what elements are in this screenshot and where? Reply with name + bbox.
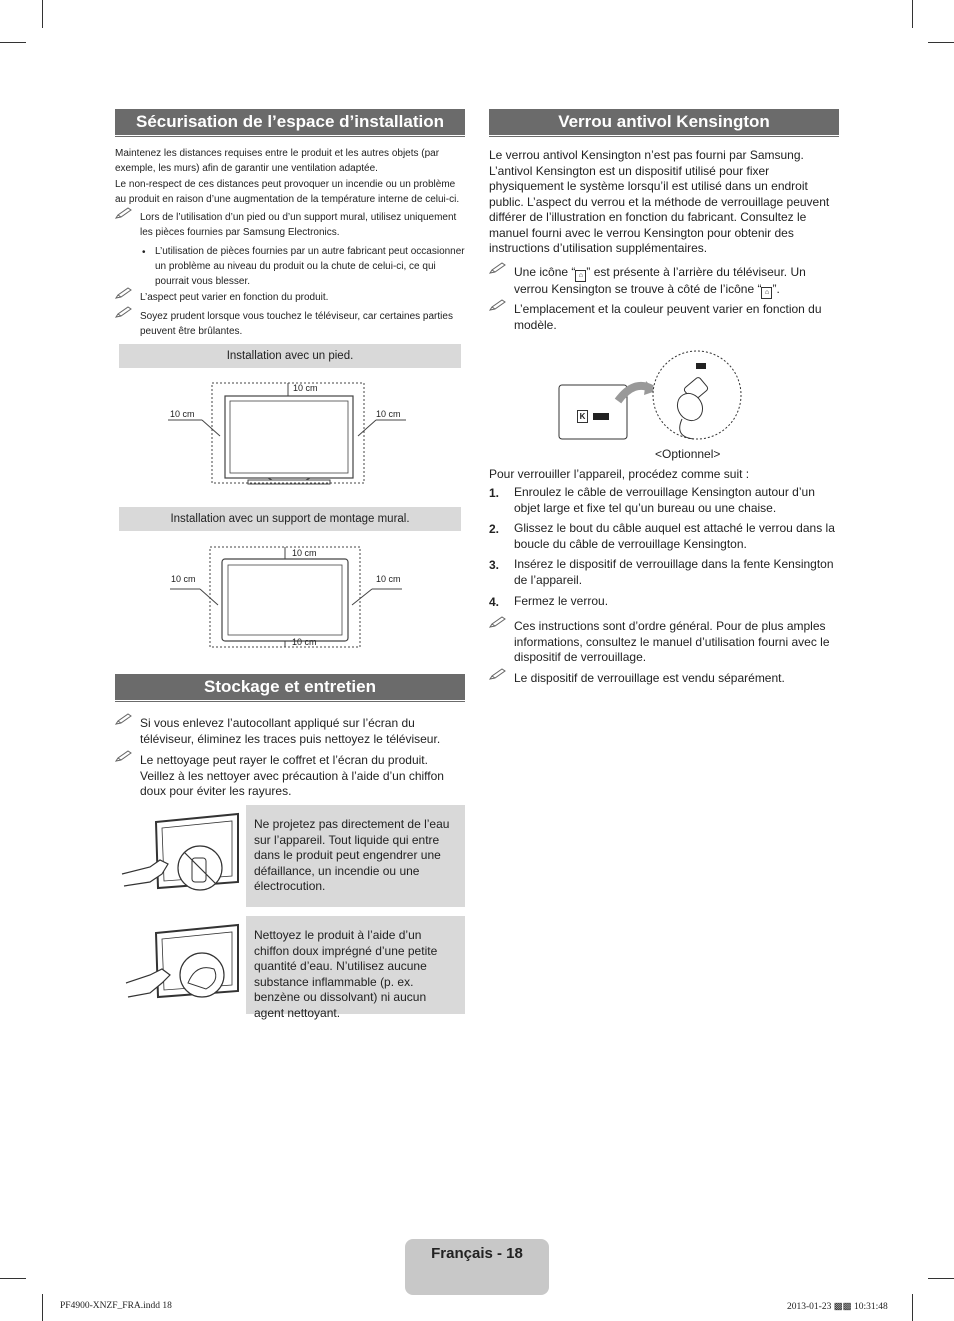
paragraph: Le non-respect de ces distances peut provoquer un incendie ou un problème au produit en raison d’une augmentation de la température interne de celui-ci.	[115, 179, 460, 205]
bullet-text: L’utilisation de pièces fournies par un autre fabricant peut occasionner un problème au niveau du produit ou la chute de celui-ci, ce qui pourrait vous blesser.	[155, 246, 465, 287]
note-pencil-icon	[115, 207, 133, 219]
crop-mark	[0, 42, 26, 43]
crop-mark	[42, 1294, 43, 1321]
note-text: L’aspect peut varier en fonction du produit.	[140, 292, 329, 303]
dimension-label: 10 cm	[376, 574, 401, 584]
imprint-file: PF4900-XNZF_FRA.indd 18	[60, 1301, 172, 1311]
imprint-date: 2013-01-23 ▩▩ 10:31:48	[787, 1302, 888, 1312]
note-text-part: Une icône “	[514, 265, 576, 279]
note-text-part: ”.	[772, 282, 780, 296]
dimension-label: 10 cm	[170, 409, 195, 419]
dimension-label: 10 cm	[376, 409, 401, 419]
note-text: L’emplacement et la couleur peuvent varier en fonction du modèle.	[514, 302, 822, 332]
wall-mount-diagram	[160, 543, 420, 653]
crop-mark	[912, 0, 913, 28]
note-pencil-icon	[115, 306, 133, 318]
stand-installation-diagram	[160, 378, 420, 490]
step-number: 2.	[489, 522, 500, 536]
step-text: Glissez le bout du câble auquel est attaché le verrou dans la boucle du câble de verrouillage Kensington.	[514, 521, 835, 551]
section-title-installation: Sécurisation de l’espace d’installation	[115, 109, 465, 135]
page-number: Français - 18	[431, 1245, 523, 1262]
step-text: Insérez le dispositif de verrouillage dans la fente Kensington de l’appareil.	[514, 557, 834, 587]
note-text-part: ” est présente à l’arrière du téléviseur. Un verrou Kensington se trouve à côté de l’icône “	[514, 265, 806, 296]
crop-mark	[928, 1278, 954, 1279]
section-title-storage: Stockage et entretien	[115, 674, 465, 700]
label-wall-installation: Installation avec un support de montage mural.	[119, 507, 461, 531]
dimension-label: 10 cm	[171, 574, 196, 584]
dimension-label: 10 cm	[292, 637, 317, 647]
note-text: Ces instructions sont d’ordre général. Pour de plus amples informations, consultez le manuel d’utilisation fourni avec le dispositif de verrouillage.	[514, 619, 830, 664]
bullet-dot: •	[142, 247, 146, 258]
dimension-label: 10 cm	[293, 383, 318, 393]
steps-intro: Pour verrouiller l’appareil, procédez comme suit :	[489, 467, 750, 481]
step-text: Enroulez le câble de verrouillage Kensington autour d’un objet large et fixe tel qu’un bureau ou une chaise.	[514, 485, 815, 515]
note-text: Lors de l’utilisation d’un pied ou d’un support mural, utilisez uniquement les pièces fournies par Samsung Electronics.	[140, 212, 457, 238]
kensington-intro: Le verrou antivol Kensington n’est pas fourni par Samsung. L’antivol Kensington est un dispositif utilisé pour fixer physiquement le système lorsqu’il est utilisé dans un endroit public. L’aspect du verrou et la méthode de verrouillage peuvent différer de l’illustration en fonction du fabricant. Consultez le manuel fourni avec le verrou Kensington pour obtenir des instructions d’utilisation supplémentaires.	[489, 148, 830, 255]
note-pencil-icon	[489, 668, 507, 680]
kensington-lock-icon: ⌂	[761, 287, 772, 299]
note-text: Le nettoyage peut rayer le coffret et l’écran du produit. Veillez à les nettoyer avec précaution à l’aide d’un chiffon doux pour éviter les rayures.	[140, 753, 444, 798]
cloth-cleaning-illustration	[122, 923, 242, 1005]
crop-mark	[0, 1278, 26, 1279]
note-text: Soyez prudent lorsque vous touchez le téléviseur, car certaines parties peuvent être brûlantes.	[140, 311, 453, 337]
kensington-lock-icon: ⌂	[575, 270, 586, 282]
step-number: 4.	[489, 595, 500, 609]
info-box-cloth: Nettoyez le produit à l’aide d’un chiffon doux imprégné d’une petite quantité d’eau. N’utilisez aucune substance inflammable (p. ex. benzène ou dissolvant) ni aucun agent nettoyant.	[246, 916, 465, 1014]
section-title-kensington: Verrou antivol Kensington	[489, 109, 839, 135]
dimension-label: 10 cm	[292, 548, 317, 558]
label-stand-installation: Installation avec un pied.	[119, 344, 461, 368]
note-kensington-icon	[514, 265, 834, 299]
crop-mark	[928, 42, 954, 43]
warning-box-spray: Ne projetez pas directement de l’eau sur l’appareil. Tout liquide qui entre dans le produit peut engendrer une défaillance, un incendie ou une électrocution.	[246, 805, 465, 907]
note-pencil-icon	[115, 287, 133, 299]
note-pencil-icon	[115, 713, 133, 725]
kensington-k-icon: K	[577, 410, 588, 423]
note-pencil-icon	[489, 262, 507, 274]
step-number: 3.	[489, 558, 500, 572]
note-pencil-icon	[489, 616, 507, 628]
crop-mark	[42, 0, 43, 28]
paragraph: Maintenez les distances requises entre le produit et les autres objets (par exemple, les murs) afin de garantir une ventilation adaptée.	[115, 148, 440, 174]
no-spray-illustration	[120, 812, 240, 897]
note-text: Le dispositif de verrouillage est vendu séparément.	[514, 671, 785, 685]
optional-label: <Optionnel>	[655, 447, 721, 461]
step-number: 1.	[489, 486, 500, 500]
crop-mark	[912, 1294, 913, 1321]
note-pencil-icon	[115, 750, 133, 762]
kensington-lock-illustration	[556, 345, 746, 445]
note-pencil-icon	[489, 299, 507, 311]
step-text: Fermez le verrou.	[514, 594, 609, 608]
note-text: Si vous enlevez l’autocollant appliqué sur l’écran du téléviseur, éliminez les traces puis nettoyez le téléviseur.	[140, 716, 441, 746]
